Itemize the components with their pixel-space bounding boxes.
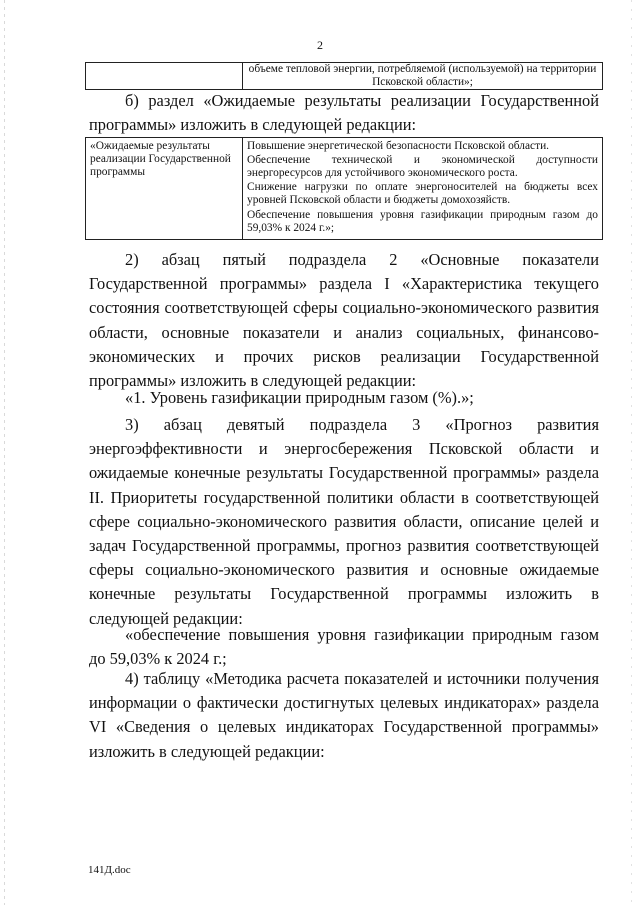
table-row <box>86 63 603 90</box>
result-item: Обеспечение повышения уровня газификации природным газом до 59,03% к 2024 г.»; <box>247 208 598 234</box>
page-number: 2 <box>317 38 323 52</box>
continued-table <box>85 62 603 90</box>
paragraph-section-b: б) раздел «Ожидаемые результаты реализации Государственной программы» изложить в следующей редакции: <box>89 91 599 135</box>
table-cell-empty <box>86 63 243 90</box>
footer-filename: 141Д.doc <box>88 864 131 876</box>
paragraph-quote-2: «обеспечение повышения уровня газификации природным газом до 59,03% к 2024 г.; <box>89 625 599 669</box>
result-item: Повышение энергетической безопасности Псковской области. <box>247 140 550 152</box>
paragraph-quote-1: «1. Уровень газификации природным газом (%).»; <box>125 388 474 407</box>
scan-edge-left <box>4 0 5 905</box>
scan-edge-right <box>631 0 632 905</box>
expected-results-table <box>85 137 603 240</box>
table-row <box>86 138 603 240</box>
result-item: Снижение нагрузки по оплате энергоносителей на бюджеты всех уровней Псковской области и бюджеты домохозяйств. <box>247 181 598 207</box>
expected-results-label: «Ожидаемые результаты реализации Государственной программы <box>86 138 243 240</box>
paragraph-item-3: 3) абзац девятый подраздела 3 «Прогноз развития энергоэффективности и энергосбережения Псковской области и ожидаемые конечные результаты Государственной программы» раздела II. Приоритеты государственной политики области в соответствующей сфере социально-экономического развития области, описание целей и задач Государственной программы, прогноз развития соответствующей сферы социально-экономического развития и основные ожидаемые конечные результаты Государственной программы изложить в следующей редакции: <box>89 415 599 628</box>
paragraph-item-2: 2) абзац пятый подраздела 2 «Основные показатели Государственной программы» раздела I «Характеристика текущего состояния соответствующей сферы социально-экономического развития области, основные показатели и анализ социальных, финансово-экономических и прочих рисков реализации Государственной программы» изложить в следующей редакции: <box>89 250 599 391</box>
expected-results-cell <box>243 138 603 240</box>
table-cell-text: объеме тепловой энергии, потребляемой (используемой) на территории Псковской области»; <box>243 63 603 90</box>
paragraph-item-4: 4) таблицу «Методика расчета показателей и источники получения информации о фактически достигнутых целевых индикаторах» раздела VI «Сведения о целевых индикаторах Государственной программы» изложить в следующей редакции: <box>89 669 599 761</box>
result-item: Обеспечение технической и экономической доступности энергоресурсов для устойчивого экономического роста. <box>247 153 598 179</box>
